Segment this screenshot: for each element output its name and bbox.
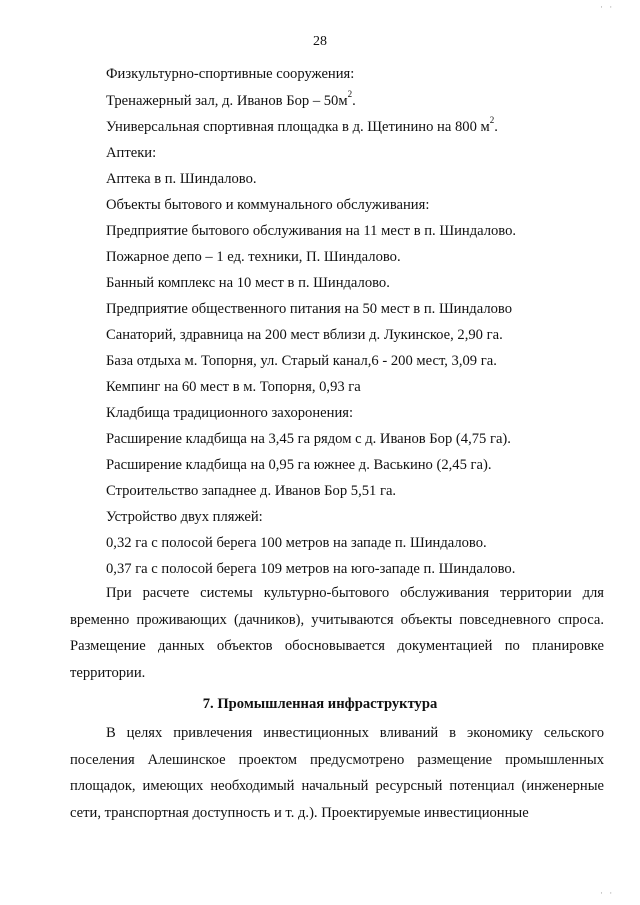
list-item: Устройство двух пляжей: bbox=[106, 509, 263, 525]
list-item: Банный комплекс на 10 мест в п. Шиндалово. bbox=[106, 275, 390, 291]
list-item: Санаторий, здравница на 200 мест вблизи д. Лукинское, 2,90 га. bbox=[106, 327, 503, 343]
body-paragraph: В целях привлечения инвестиционных вливаний в экономику сельского поселения Алешинское проектом предусмотрено размещение промышленных площадок, имеющих необходимый начальный ресурсный потенциал (инженерные сети, транспортная доступность и т. д.). Проектируемые инвестиционные bbox=[70, 725, 604, 821]
list-item: 0,32 га с полосой берега 100 метров на западе п. Шиндалово. bbox=[106, 535, 487, 551]
page-number: 28 bbox=[313, 34, 327, 49]
list-item: Универсальная спортивная площадка в д. Щетинино на 800 $м^2$. bbox=[106, 115, 498, 135]
scan-mark: · · bbox=[600, 888, 615, 898]
scan-mark: · · bbox=[600, 2, 615, 12]
list-item: Аптеки: bbox=[106, 145, 157, 161]
section-heading: 7. Промышленная инфраструктура bbox=[202, 696, 438, 712]
list-item: Расширение кладбища на 3,45 га рядом с д. Иванов Бор (4,75 га). bbox=[106, 431, 511, 447]
list-item: Физкультурно-спортивные сооружения: bbox=[106, 66, 355, 82]
list-item: Объекты бытового и коммунального обслуживания: bbox=[106, 197, 430, 213]
list-item: Тренажерный зал, д. Иванов Бор – $50м^2$. bbox=[106, 89, 356, 109]
list-item: Расширение кладбища на 0,95 га южнее д. Васькино (2,45 га). bbox=[106, 457, 492, 473]
list-item: База отдыха м. Топорня, ул. Старый канал,6 - 200 мест, 3,09 га. bbox=[106, 353, 497, 369]
list-item: Кемпинг на 60 мест в м. Топорня, 0,93 га bbox=[106, 379, 361, 395]
list-item: Аптека в п. Шиндалово. bbox=[106, 171, 257, 187]
list-item: Пожарное депо – 1 ед. техники, П. Шиндалово. bbox=[106, 249, 401, 265]
list-item: 0,37 га с полосой берега 109 метров на юго-западе п. Шиндалово. bbox=[106, 561, 516, 577]
list-item: Кладбища традиционного захоронения: bbox=[106, 405, 354, 421]
list-item: Строительство западнее д. Иванов Бор 5,51 га. bbox=[106, 483, 397, 499]
list-item: Предприятие бытового обслуживания на 11 мест в п. Шиндалово. bbox=[106, 223, 517, 239]
list-item: Предприятие общественного питания на 50 мест в п. Шиндалово bbox=[106, 301, 512, 317]
body-paragraph: При расчете системы культурно-бытового обслуживания территории для временно проживающих (дачников), учитываются объекты повседневного спроса. Размещение данных объектов обосновывается документацией по планировке территории. bbox=[70, 585, 604, 681]
